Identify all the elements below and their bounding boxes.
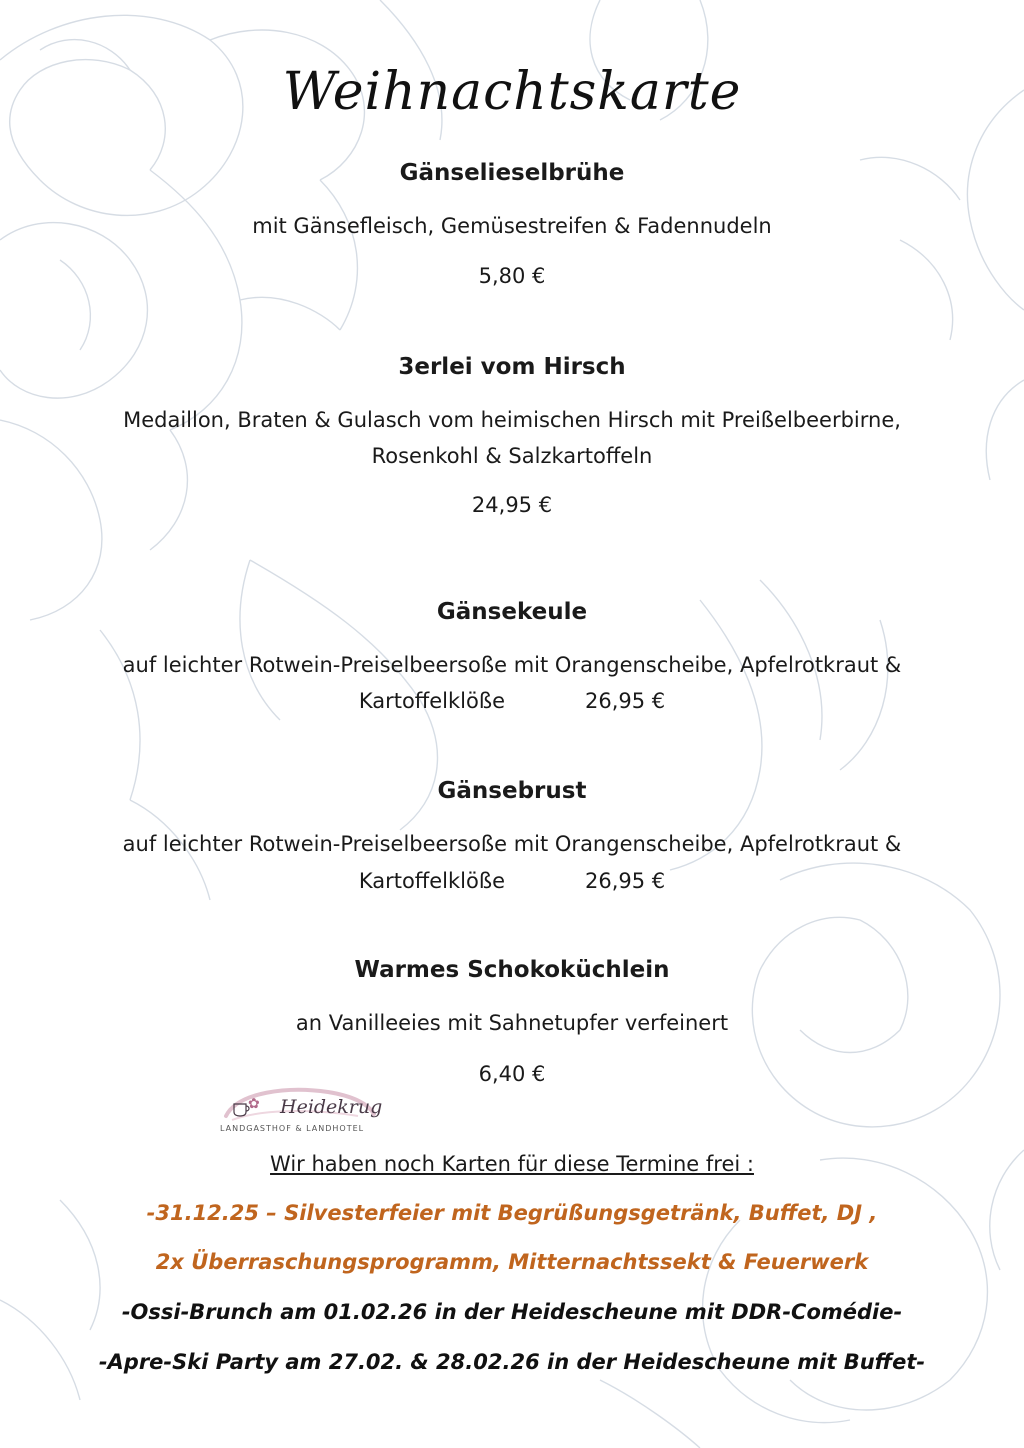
dish-description-with-price [0, 686, 1024, 716]
logo-name: Heidekrug [280, 1096, 383, 1118]
dish-description: an Vanilleeies mit Sahnetupfer verfeinert [295, 1011, 729, 1035]
event-line: -Ossi-Brunch am 01.02.26 in der Heidescheune mit DDR-Comédie- [121, 1300, 903, 1324]
dish-name: Gänsekeule [436, 599, 588, 625]
dish-description: mit Gänsefleisch, Gemüsestreifen & Fadennudeln [252, 214, 772, 238]
dish-price: 6,40 € [478, 1062, 546, 1086]
dish-description: Rosenkohl & Salzkartoffeln [371, 444, 653, 468]
event-line: -31.12.25 – Silvesterfeier mit Begrüßungsgetränk, Buffet, DJ , [146, 1201, 878, 1225]
dish-description-with-price [0, 866, 1024, 896]
dish-name: Gänselieselbrühe [399, 160, 625, 186]
dish-price: 26,95 € [585, 869, 666, 893]
flower-icon: ✿ [248, 1096, 260, 1112]
dish-price: 26,95 € [585, 689, 666, 713]
dish-name: Gänsebrust [437, 778, 587, 804]
heidekrug-logo [218, 1086, 383, 1138]
dish-description: Medaillon, Braten & Gulasch vom heimischen Hirsch mit Preißelbeerbirne, [123, 408, 901, 432]
dish-description: Kartoffelklöße [358, 869, 506, 893]
event-line: -Apre-Ski Party am 27.02. & 28.02.26 in der Heidescheune mit Buffet- [98, 1350, 926, 1374]
page-title: Weihnachtskarte [282, 62, 742, 122]
logo-subtitle: LANDGASTHOF & LANDHOTEL [220, 1124, 365, 1133]
dish-description: auf leichter Rotwein-Preiselbeersoße mit Orangenscheibe, Apfelrotkraut & [122, 832, 902, 856]
availability-notice: Wir haben noch Karten für diese Termine frei : [270, 1152, 754, 1176]
dish-name: 3erlei vom Hirsch [398, 354, 626, 380]
dish-price: 24,95 € [471, 493, 553, 517]
dish-name: Warmes Schokoküchlein [354, 957, 670, 983]
event-line: 2x Überraschungsprogramm, Mitternachtssekt & Feuerwerk [155, 1250, 869, 1274]
dish-price: 5,80 € [478, 264, 546, 288]
dish-description: auf leichter Rotwein-Preiselbeersoße mit Orangenscheibe, Apfelrotkraut & [122, 653, 902, 677]
dish-description: Kartoffelklöße [358, 689, 506, 713]
